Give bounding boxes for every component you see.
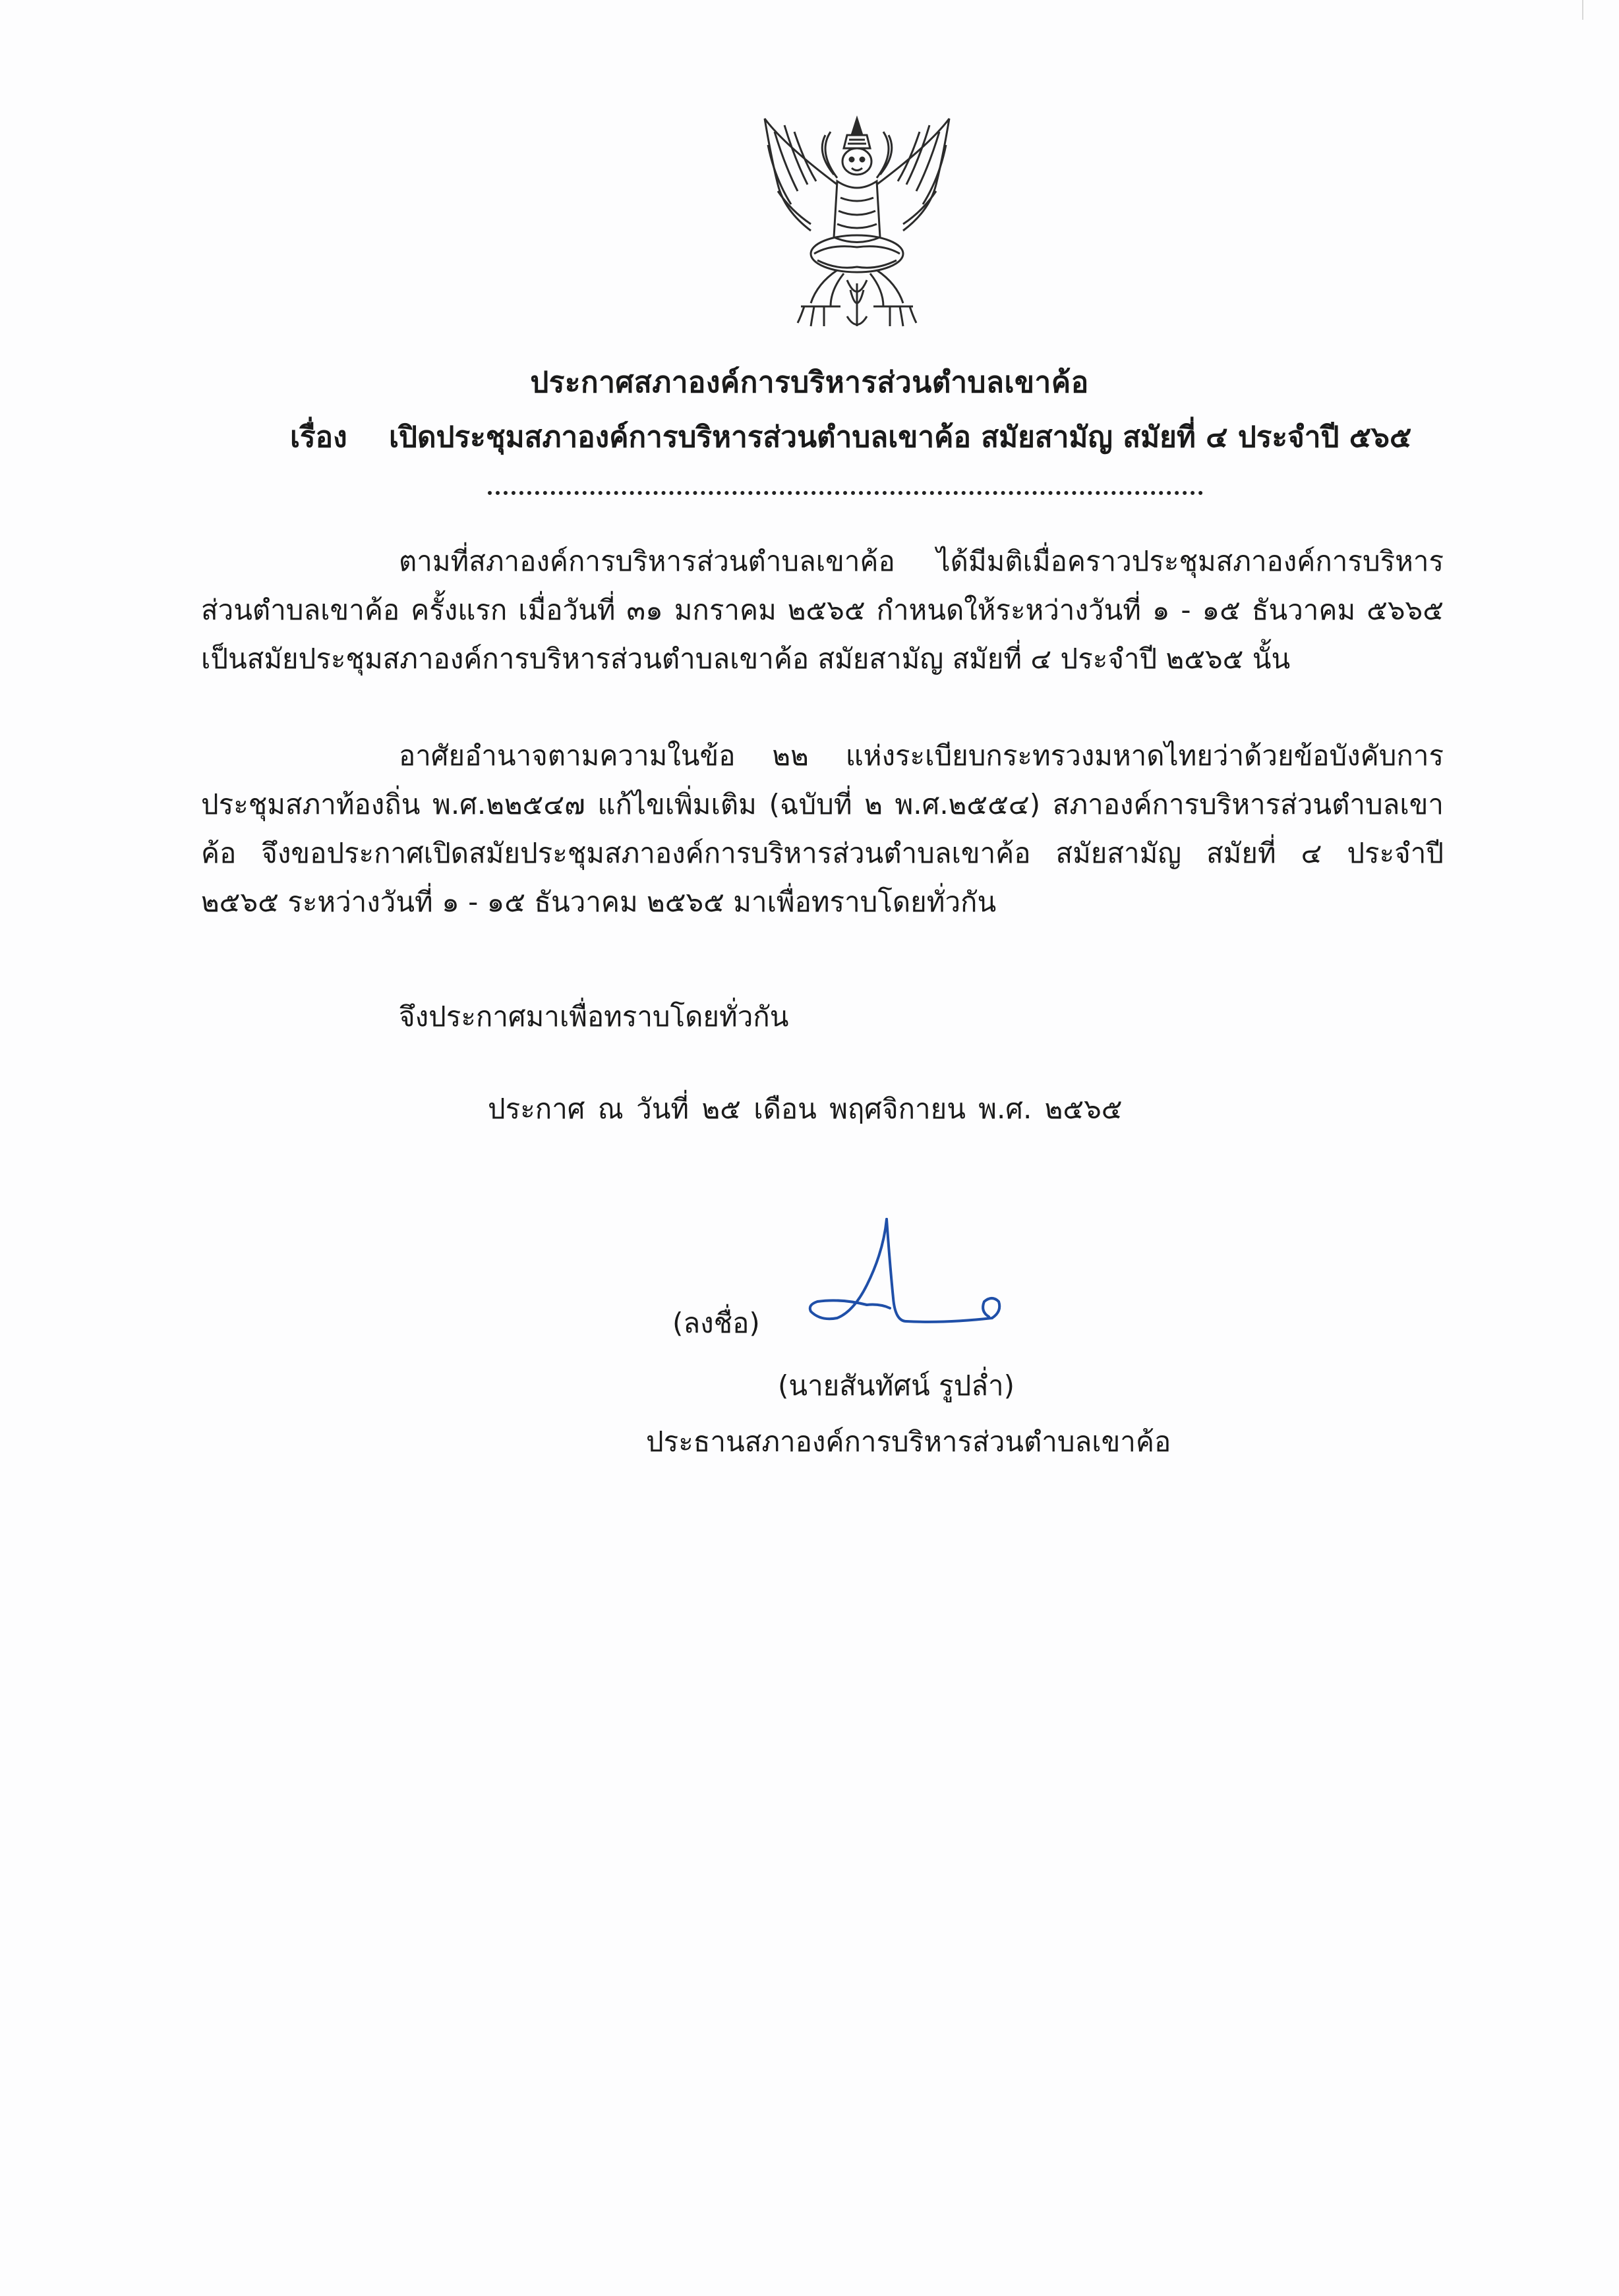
body-paragraph-1	[201, 537, 1444, 683]
announcement-title: ประกาศสภาองค์การบริหารส่วนตำบลเขาค้อ	[530, 366, 1089, 399]
paragraph-1-text: ตามที่สภาองค์การบริหารส่วนตำบลเขาค้อ ได้มีมติเมื่อคราวประชุมสภาองค์การบริหารส่วนตำบลเขาค้อ ครั้งแรก เมื่อวันที่ ๓๑ มกราคม ๒๕๖๕ กำหนดให้ระหว่างวันที่ ๑ - ๑๕ ธันวาคม ๕๖๖๕ เป็นสมัยประชุมสภาองค์การบริหารส่วนตำบลเขาค้อ สมัยสามัญ สมัยที่ ๔ ประจำปี ๒๕๖๕ นั้น	[201, 545, 1444, 675]
subject-text: เปิดประชุมสภาองค์การบริหารส่วนตำบลเขาค้อ สมัยสามัญ สมัยที่ ๔ ประจำปี ๕๖๕	[389, 420, 1412, 454]
scan-edge-line	[1582, 0, 1583, 20]
signer-position: ประธานสภาองค์การบริหารส่วนตำบลเขาค้อ	[646, 1425, 1171, 1458]
announcement-dateline: ประกาศ ณ วันที่ ๒๕ เดือน พฤศจิกายน พ.ศ. ๒๕๖๕	[488, 1093, 1123, 1125]
garuda-emblem-icon	[738, 105, 976, 343]
dotted-divider	[488, 491, 1203, 495]
signed-label: (ลงชื่อ)	[672, 1307, 760, 1339]
body-paragraph-2	[201, 732, 1444, 927]
subject-line	[290, 414, 1411, 460]
handwritten-signature-icon	[775, 1213, 1025, 1364]
body-paragraph-3: จึงประกาศมาเพื่อทราบโดยทั่วกัน	[399, 1000, 789, 1033]
paragraph-2-text: อาศัยอำนาจตามความในข้อ ๒๒ แห่งระเบียบกระทรวงมหาดไทยว่าด้วยข้อบังคับการประชุมสภาท้องถิ่น พ.ศ.๒๒๕๔๗ แก้ไขเพิ่มเติม (ฉบับที่ ๒ พ.ศ.๒๕๕๔) สภาองค์การบริหารส่วนตำบลเขาค้อ จึงขอประกาศเปิดสมัยประชุมสภาองค์การบริหารส่วนตำบลเขาค้อ สมัยสามัญ สมัยที่ ๔ ประจำปี ๒๕๖๕ ระหว่างวันที่ ๑ - ๑๕ ธันวาคม ๒๕๖๕ มาเพื่อทราบโดยทั่วกัน	[201, 739, 1444, 918]
signer-name: (นายสันทัศน์ รูปล่ำ)	[778, 1369, 1015, 1402]
subject-label: เรื่อง	[290, 420, 347, 454]
